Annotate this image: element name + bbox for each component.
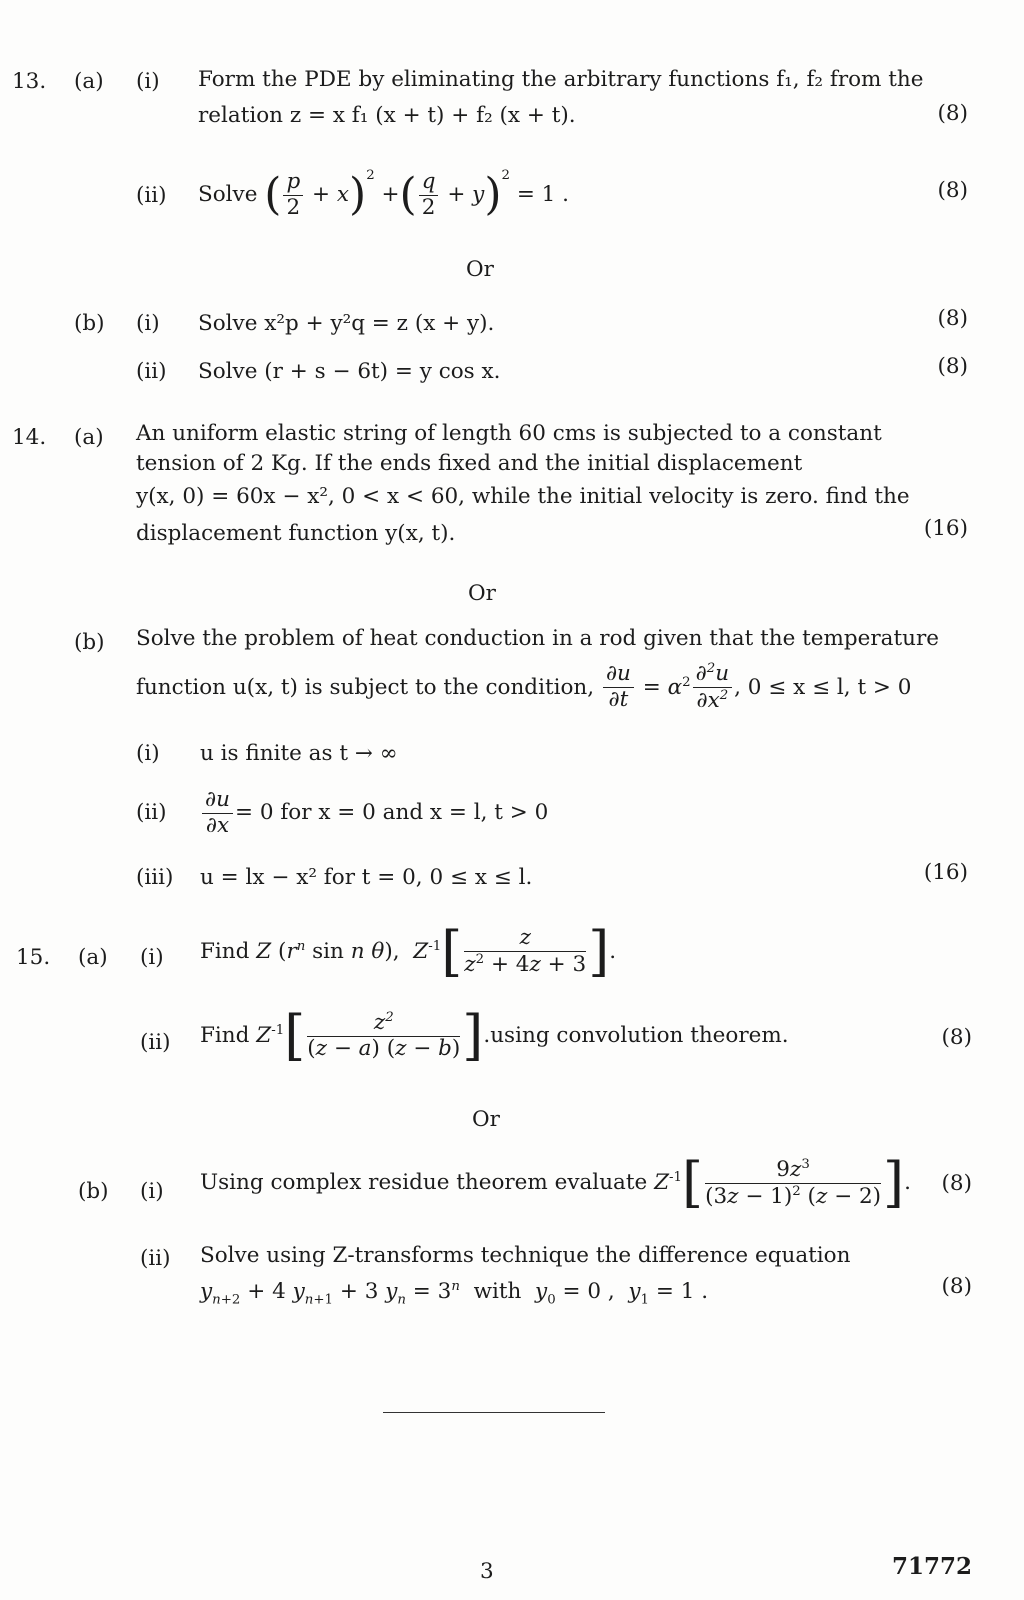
paper-code: 71772: [891, 1553, 972, 1580]
question-13a-ii: Solve ( $\frac{p}{2}$ + x ) $^2$ + ( $\frac{q}{2}$ + y ) $^2$ = 1 .: [198, 168, 570, 220]
subpart-label-13a-ii: (ii): [136, 183, 167, 208]
condition-domain: , 0 ≤ x ≤ l, t > 0: [734, 674, 912, 700]
question-14b-line2: function u(x, t) is subject to the condition, $\frac{\partial u}{\partial t}$ = $\alpha^2$ $\frac{\partial^2u}{\partial x^2}$ , 0 ≤ x ≤ l, t > 0: [136, 661, 912, 714]
page-number: 3: [480, 1559, 494, 1584]
question-number-15: 15.: [16, 945, 51, 970]
fraction-z2-over-product: $\frac{z^2}{(z - a) (z - b)}$: [307, 1010, 461, 1062]
question-15b-ii-line2: $y_{n+2} + 4$ $y_{n+1} + 3$ $y_n = 3^n$ with $y_0 = 0$ , $y_1 = 1$ .: [200, 1278, 709, 1308]
fraction-9z3-over-product: $\frac{9z^3}{(3z - 1)^2 (z - 2)}$: [705, 1156, 882, 1209]
condition-label-ii: (ii): [136, 800, 167, 825]
fraction-z-over-quadratic: $\frac{z}{z^2 + 4z + 3}$: [464, 925, 587, 978]
question-14a-line4: displacement function y(x, t).: [136, 521, 456, 546]
condition-text: function u(x, t) is subject to the condition,: [136, 674, 595, 700]
marks-14b: (16): [923, 860, 968, 885]
marks-13a-ii: (8): [937, 178, 968, 203]
question-14a-line2: tension of 2 Kg. If the ends fixed and the initial displacement: [136, 451, 803, 476]
question-15b-i: Using complex residue theorem evaluate $Z^{-1}$ [ $\frac{9z^3}{(3z - 1)^2 (z - 2)}$ ] .: [200, 1151, 911, 1214]
or-separator-13: Or: [466, 257, 494, 282]
marks-13b-ii: (8): [937, 354, 968, 379]
question-14b-line1: Solve the problem of heat conduction in a rod given that the temperature: [136, 626, 939, 651]
condition-iii: u = lx − x² for t = 0, 0 ≤ x ≤ l.: [200, 865, 533, 890]
condition-i: u is finite as t → ∞: [200, 741, 398, 766]
condition-label-iii: (iii): [136, 865, 174, 890]
question-13a-i-line1: Form the PDE by eliminating the arbitrary functions f₁, f₂ from the: [198, 67, 924, 92]
fraction-du-dx: $\frac{\partial u}{\partial x}$: [202, 788, 233, 838]
condition-ii: $\frac{\partial u}{\partial x}$ = 0 for x = 0 and x = l, t > 0: [200, 778, 548, 848]
marks-15a-ii: (8): [941, 1025, 972, 1050]
question-13b-ii: Solve (r + s − 6t) = y cos x.: [198, 359, 501, 384]
subpart-label-13b-i: (i): [136, 311, 160, 336]
question-14a-line3: y(x, 0) = 60x − x², 0 < x < 60, while the initial velocity is zero. find the: [136, 484, 910, 509]
subpart-label-15a-i: (i): [140, 945, 164, 970]
or-separator-15: Or: [472, 1107, 500, 1132]
part-label-15b: (b): [78, 1179, 109, 1204]
question-number-13: 13.: [12, 69, 47, 94]
marks-13a-i: (8): [937, 101, 968, 126]
question-15a-ii: Find $Z^{-1}$ [ $\frac{z^2}{(z - a) (z - b)}$ ] .using convolution theorem.: [200, 1004, 789, 1067]
part-label-13a: (a): [74, 69, 104, 94]
or-separator-14: Or: [468, 581, 496, 606]
question-14a-line1: An uniform elastic string of length 60 cms is subjected to a constant: [136, 421, 882, 446]
fraction-p-over-2: $\frac{p}{2}$: [283, 170, 303, 220]
subpart-label-13a-i: (i): [136, 69, 160, 94]
marks-13b-i: (8): [937, 306, 968, 331]
fraction-q-over-2: $\frac{q}{2}$: [419, 170, 439, 220]
question-13b-i: Solve x²p + y²q = z (x + y).: [198, 311, 495, 336]
subpart-label-13b-ii: (ii): [136, 359, 167, 384]
subpart-label-15b-ii: (ii): [140, 1246, 171, 1271]
part-label-14a: (a): [74, 425, 104, 450]
fraction-du-dt: $\frac{\partial u}{\partial t}$: [603, 662, 634, 712]
equation-13a-ii: (: [264, 169, 282, 220]
question-number-14: 14.: [12, 425, 47, 450]
subpart-label-15b-i: (i): [140, 1179, 164, 1204]
fraction-d2u-dx2: $\frac{\partial^2u}{\partial x^2}$: [693, 661, 732, 714]
part-label-14b: (b): [74, 630, 105, 655]
part-label-13b: (b): [74, 311, 105, 336]
marks-15b-ii: (8): [941, 1274, 972, 1299]
question-15a-i: Find Z ($r^n$ sin n θ), $Z^{-1}$ [ $\frac{z}{z^2 + 4z + 3}$ ] .: [200, 920, 617, 983]
condition-label-i: (i): [136, 741, 160, 766]
marks-15b-i: (8): [941, 1171, 972, 1196]
end-rule: [383, 1412, 605, 1413]
marks-14a: (16): [923, 516, 968, 541]
question-15b-ii-line1: Solve using Z-transforms technique the difference equation: [200, 1243, 851, 1268]
part-label-15a: (a): [78, 945, 108, 970]
subpart-label-15a-ii: (ii): [140, 1030, 171, 1055]
solve-word: Solve: [198, 182, 258, 208]
question-13a-i-line2: relation z = x f₁ (x + t) + f₂ (x + t).: [198, 103, 576, 128]
